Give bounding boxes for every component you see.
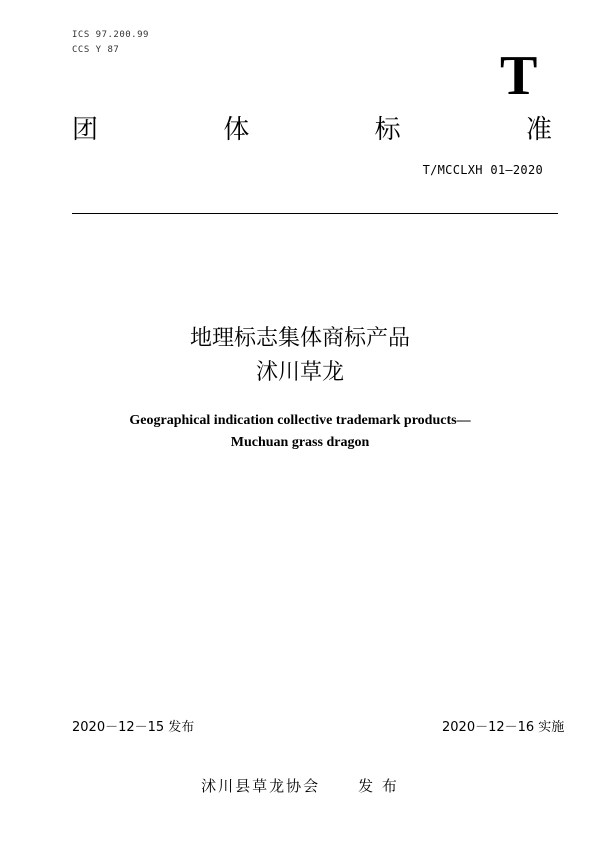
english-title-line-1: Geographical indication collective trademark products— — [129, 413, 471, 428]
standard-number: T/MCCLXH 01—2020 — [422, 163, 543, 177]
header-divider — [72, 213, 558, 214]
issue-date: 2020－12－15 发布 — [72, 720, 195, 735]
publisher-organization: 沭川县草龙协会 — [201, 777, 321, 795]
standard-type-char: 准 — [525, 115, 552, 145]
chinese-title-line-2: 沭川草龙 — [255, 360, 344, 385]
implementation-date: 2020－12－16 实施 — [442, 720, 565, 735]
chinese-title — [0, 322, 600, 390]
publisher-line — [0, 775, 600, 796]
english-title-line-2: Muchuan grass dragon — [230, 435, 370, 450]
chinese-title-line-1: 地理标志集体商标产品 — [189, 326, 410, 351]
ics-code: ICS 97.200.99 — [72, 30, 149, 40]
standard-type-heading — [72, 112, 552, 148]
standard-type-char: 标 — [374, 115, 401, 145]
standard-type-char: 体 — [223, 115, 250, 145]
ccs-code: CCS Y 87 — [72, 45, 120, 55]
standard-type-char: 团 — [72, 115, 99, 145]
english-title — [0, 410, 600, 454]
publish-label: 发 布 — [358, 777, 399, 795]
category-letter: T — [500, 45, 538, 107]
